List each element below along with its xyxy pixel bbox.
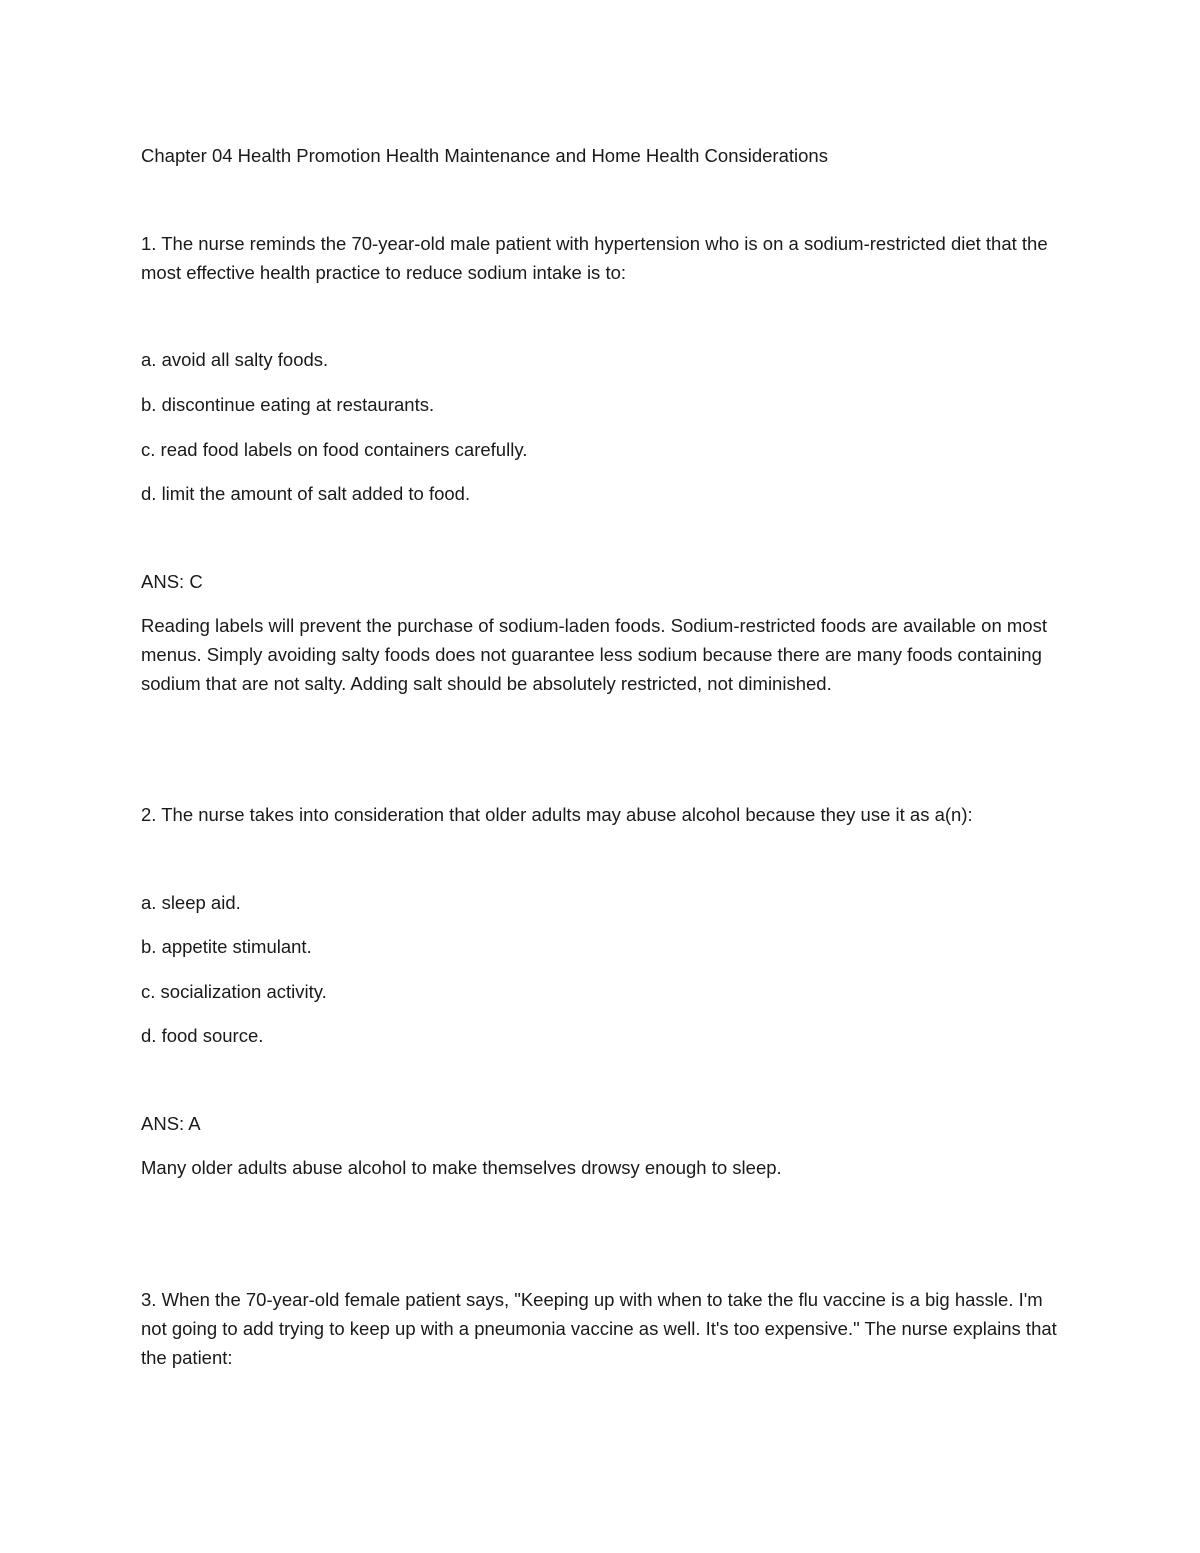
- question-1-answer: ANS: C: [141, 571, 203, 592]
- question-3-stem: 3. When the 70-year-old female patient says, "Keeping up with when to take the flu vaccine is a big hassle. I'm not going to add trying to keep up with a pneumonia vaccine as well. It's too expensive." The nurse explains that the patient:: [141, 1289, 1057, 1368]
- question-2-option-d: d. food source.: [141, 1025, 264, 1046]
- question-2-rationale: Many older adults abuse alcohol to make themselves drowsy enough to sleep.: [141, 1157, 782, 1178]
- question-1-rationale: Reading labels will prevent the purchase of sodium-laden foods. Sodium-restricted foods are available on most menus. Simply avoiding salty foods does not guarantee less sodium because there are many foods containing sodium that are not salty. Adding salt should be absolutely restricted, not diminished.: [141, 615, 1047, 694]
- question-2-option-b: b. appetite stimulant.: [141, 936, 312, 957]
- question-1-stem: 1. The nurse reminds the 70-year-old male patient with hypertension who is on a sodium-restricted diet that the most effective health practice to reduce sodium intake is to:: [141, 233, 1048, 283]
- question-1-option-d: d. limit the amount of salt added to food.: [141, 483, 471, 504]
- document-title: Chapter 04 Health Promotion Health Maintenance and Home Health Considerations: [141, 145, 828, 166]
- question-2-answer: ANS: A: [141, 1113, 201, 1134]
- question-2-option-a: a. sleep aid.: [141, 892, 241, 913]
- question-2-option-c: c. socialization activity.: [141, 981, 327, 1002]
- question-1-option-a: a. avoid all salty foods.: [141, 349, 329, 370]
- question-2-stem: 2. The nurse takes into consideration that older adults may abuse alcohol because they use it as a(n):: [141, 804, 973, 825]
- question-1-option-c: c. read food labels on food containers carefully.: [141, 439, 528, 460]
- question-1-option-b: b. discontinue eating at restaurants.: [141, 394, 435, 415]
